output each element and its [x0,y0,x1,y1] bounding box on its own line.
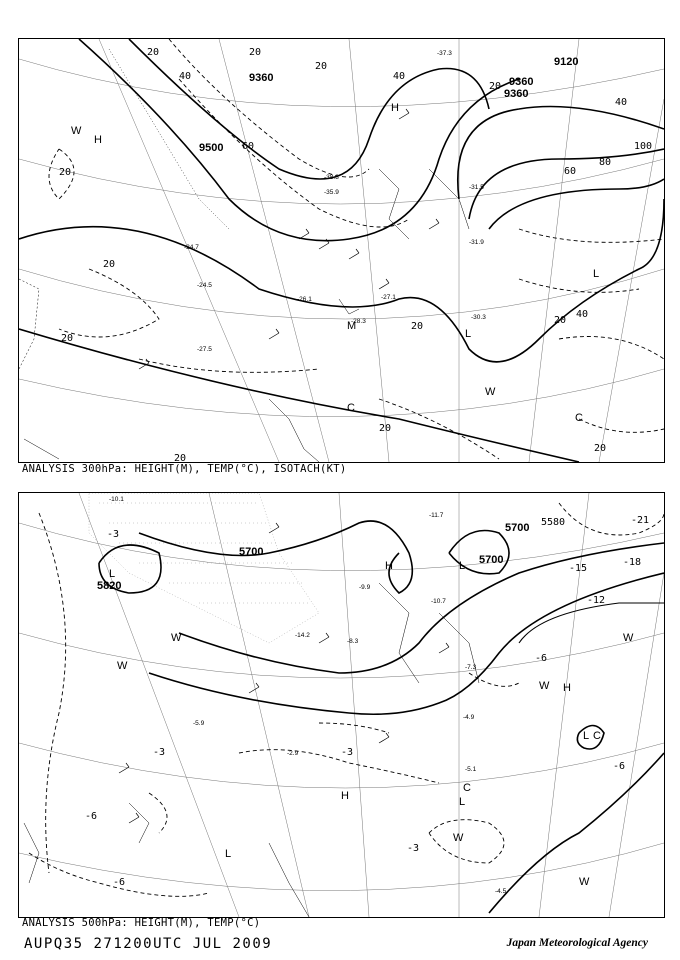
warm-marker: W [623,632,634,644]
system-markers [71,102,599,424]
system-markers [109,560,634,888]
station-labels [109,496,507,895]
warm-marker: W [117,660,128,672]
isotherm-label: -3 [153,747,166,758]
temp-label: -27.1 [381,294,396,301]
isotach-label: 20 [411,321,424,332]
isotherm-label: -6 [535,653,548,664]
latlon-grid [19,493,664,917]
isotherm-label: -6 [113,877,126,888]
high-marker: H [563,682,571,694]
temp-label: -24.7 [184,244,199,251]
bulletin-code: AUPQ35 271200UTC JUL 2009 [24,936,273,952]
isotach-label: 20 [554,315,567,326]
height-label: 9360 [504,88,529,100]
isotach-label: 20 [147,47,160,58]
warm-marker: W [539,680,550,692]
isotach-label: 80 [599,157,612,168]
station-temp-label: -10.7 [431,598,446,605]
temp-label: -37.3 [437,50,452,57]
isotach-label: 40 [179,71,192,82]
temp-label: -24.5 [197,282,212,289]
coastlines [24,583,479,917]
high-marker: H [94,134,102,146]
latlon-grid [19,39,664,462]
temperature-labels [184,50,486,353]
height-label: 5700 [479,554,504,566]
isotach-label: 40 [576,309,589,320]
isotach-label: 20 [489,81,502,92]
low-marker: L [459,560,466,572]
station-temp-label: -5.1 [465,766,477,773]
hatched-region [89,493,319,643]
height-labels [199,56,578,154]
cold-marker: C [463,782,471,794]
temp-label: -31.9 [469,239,484,246]
height-labels [97,517,565,592]
low-marker: L [593,268,600,280]
isotach-label: 20 [379,423,392,434]
coastlines [19,49,472,462]
isotherm-label: -3 [341,747,354,758]
isotherm-label: -3 [407,843,420,854]
height-label: 9500 [199,142,224,154]
isotherm-label: -12 [587,595,606,606]
temp-label: -27.5 [197,346,212,353]
top-chart-caption: ANALYSIS 300hPa: HEIGHT(M), TEMP(°C), ISOTACH(KT) [22,463,347,475]
station-temp-label: -7.3 [465,664,477,671]
isotach-label: 20 [249,47,262,58]
isotherm-label: -6 [613,761,626,772]
station-temp-label: -2.9 [287,750,299,757]
station-temp-label: -5.9 [193,720,205,727]
agency-name: Japan Meteorological Agency [506,937,648,949]
temp-label: -26.1 [297,296,312,303]
isotach-label: 20 [103,259,116,270]
high-marker: H [391,102,399,114]
height-contours [99,521,664,913]
isotherm-label: -15 [569,563,588,574]
station-temp-label: -9.9 [359,584,371,591]
bottom-chart-500hpa [18,492,665,918]
station-temp-label: -11.7 [429,512,444,519]
cold-marker: C [593,730,601,742]
isotach-label: 40 [615,97,628,108]
low-marker: L [583,730,590,742]
wind-barbs [119,523,449,823]
temp-label: -30.3 [471,314,486,321]
isotach-label: 100 [634,141,653,152]
map-500hpa [19,493,664,917]
temp-label: -28.3 [351,318,366,325]
high-marker: H [341,790,349,802]
max-marker: M [347,320,357,332]
warm-marker: W [453,832,464,844]
map-300hpa [19,39,664,462]
isotach-label: 60 [564,166,577,177]
station-temp-label: -14.2 [295,632,310,639]
isotherm-label: -3 [107,529,120,540]
warm-marker: W [171,632,182,644]
station-temp-label: -4.5 [495,888,507,895]
temp-label: -35.9 [324,189,339,196]
isotherm-label: -18 [623,557,642,568]
height-label: 5820 [97,580,122,592]
cold-marker: C [575,412,583,424]
high-marker: H [385,560,393,572]
height-label: 9360 [509,76,534,88]
temp-label: -31.5 [469,184,484,191]
top-chart-300hpa [18,38,665,463]
isotach-label: 20 [594,443,607,454]
station-temp-label: -4.9 [463,714,475,721]
station-temp-label: -10.1 [109,496,124,503]
height-label: 9360 [249,72,274,84]
isotach-label: 40 [393,71,406,82]
warm-marker: W [579,876,590,888]
warm-marker: W [71,125,82,137]
low-marker: L [459,796,466,808]
isotach-label: 20 [59,167,72,178]
isotherm-label: -21 [631,515,650,526]
cold-marker: C [347,402,355,414]
isotach-label: 20 [61,333,74,344]
isotach-label: 20 [174,453,187,462]
isotach-label: 20 [315,61,328,72]
low-marker: L [225,848,232,860]
height-label: 5580 [541,517,566,528]
height-label: 5700 [239,546,264,558]
isotherm-label: -6 [85,811,98,822]
warm-marker: W [485,386,496,398]
temp-label: -38.3 [324,174,339,181]
height-label: 9120 [554,56,579,68]
station-temp-label: -8.3 [347,638,359,645]
bottom-chart-caption: ANALYSIS 500hPa: HEIGHT(M), TEMP(°C) [22,917,261,929]
height-label: 5700 [505,522,530,534]
isotach-label: 60 [242,141,255,152]
low-marker: L [465,328,472,340]
low-marker: L [109,568,116,580]
isotherm-contours [29,503,664,896]
